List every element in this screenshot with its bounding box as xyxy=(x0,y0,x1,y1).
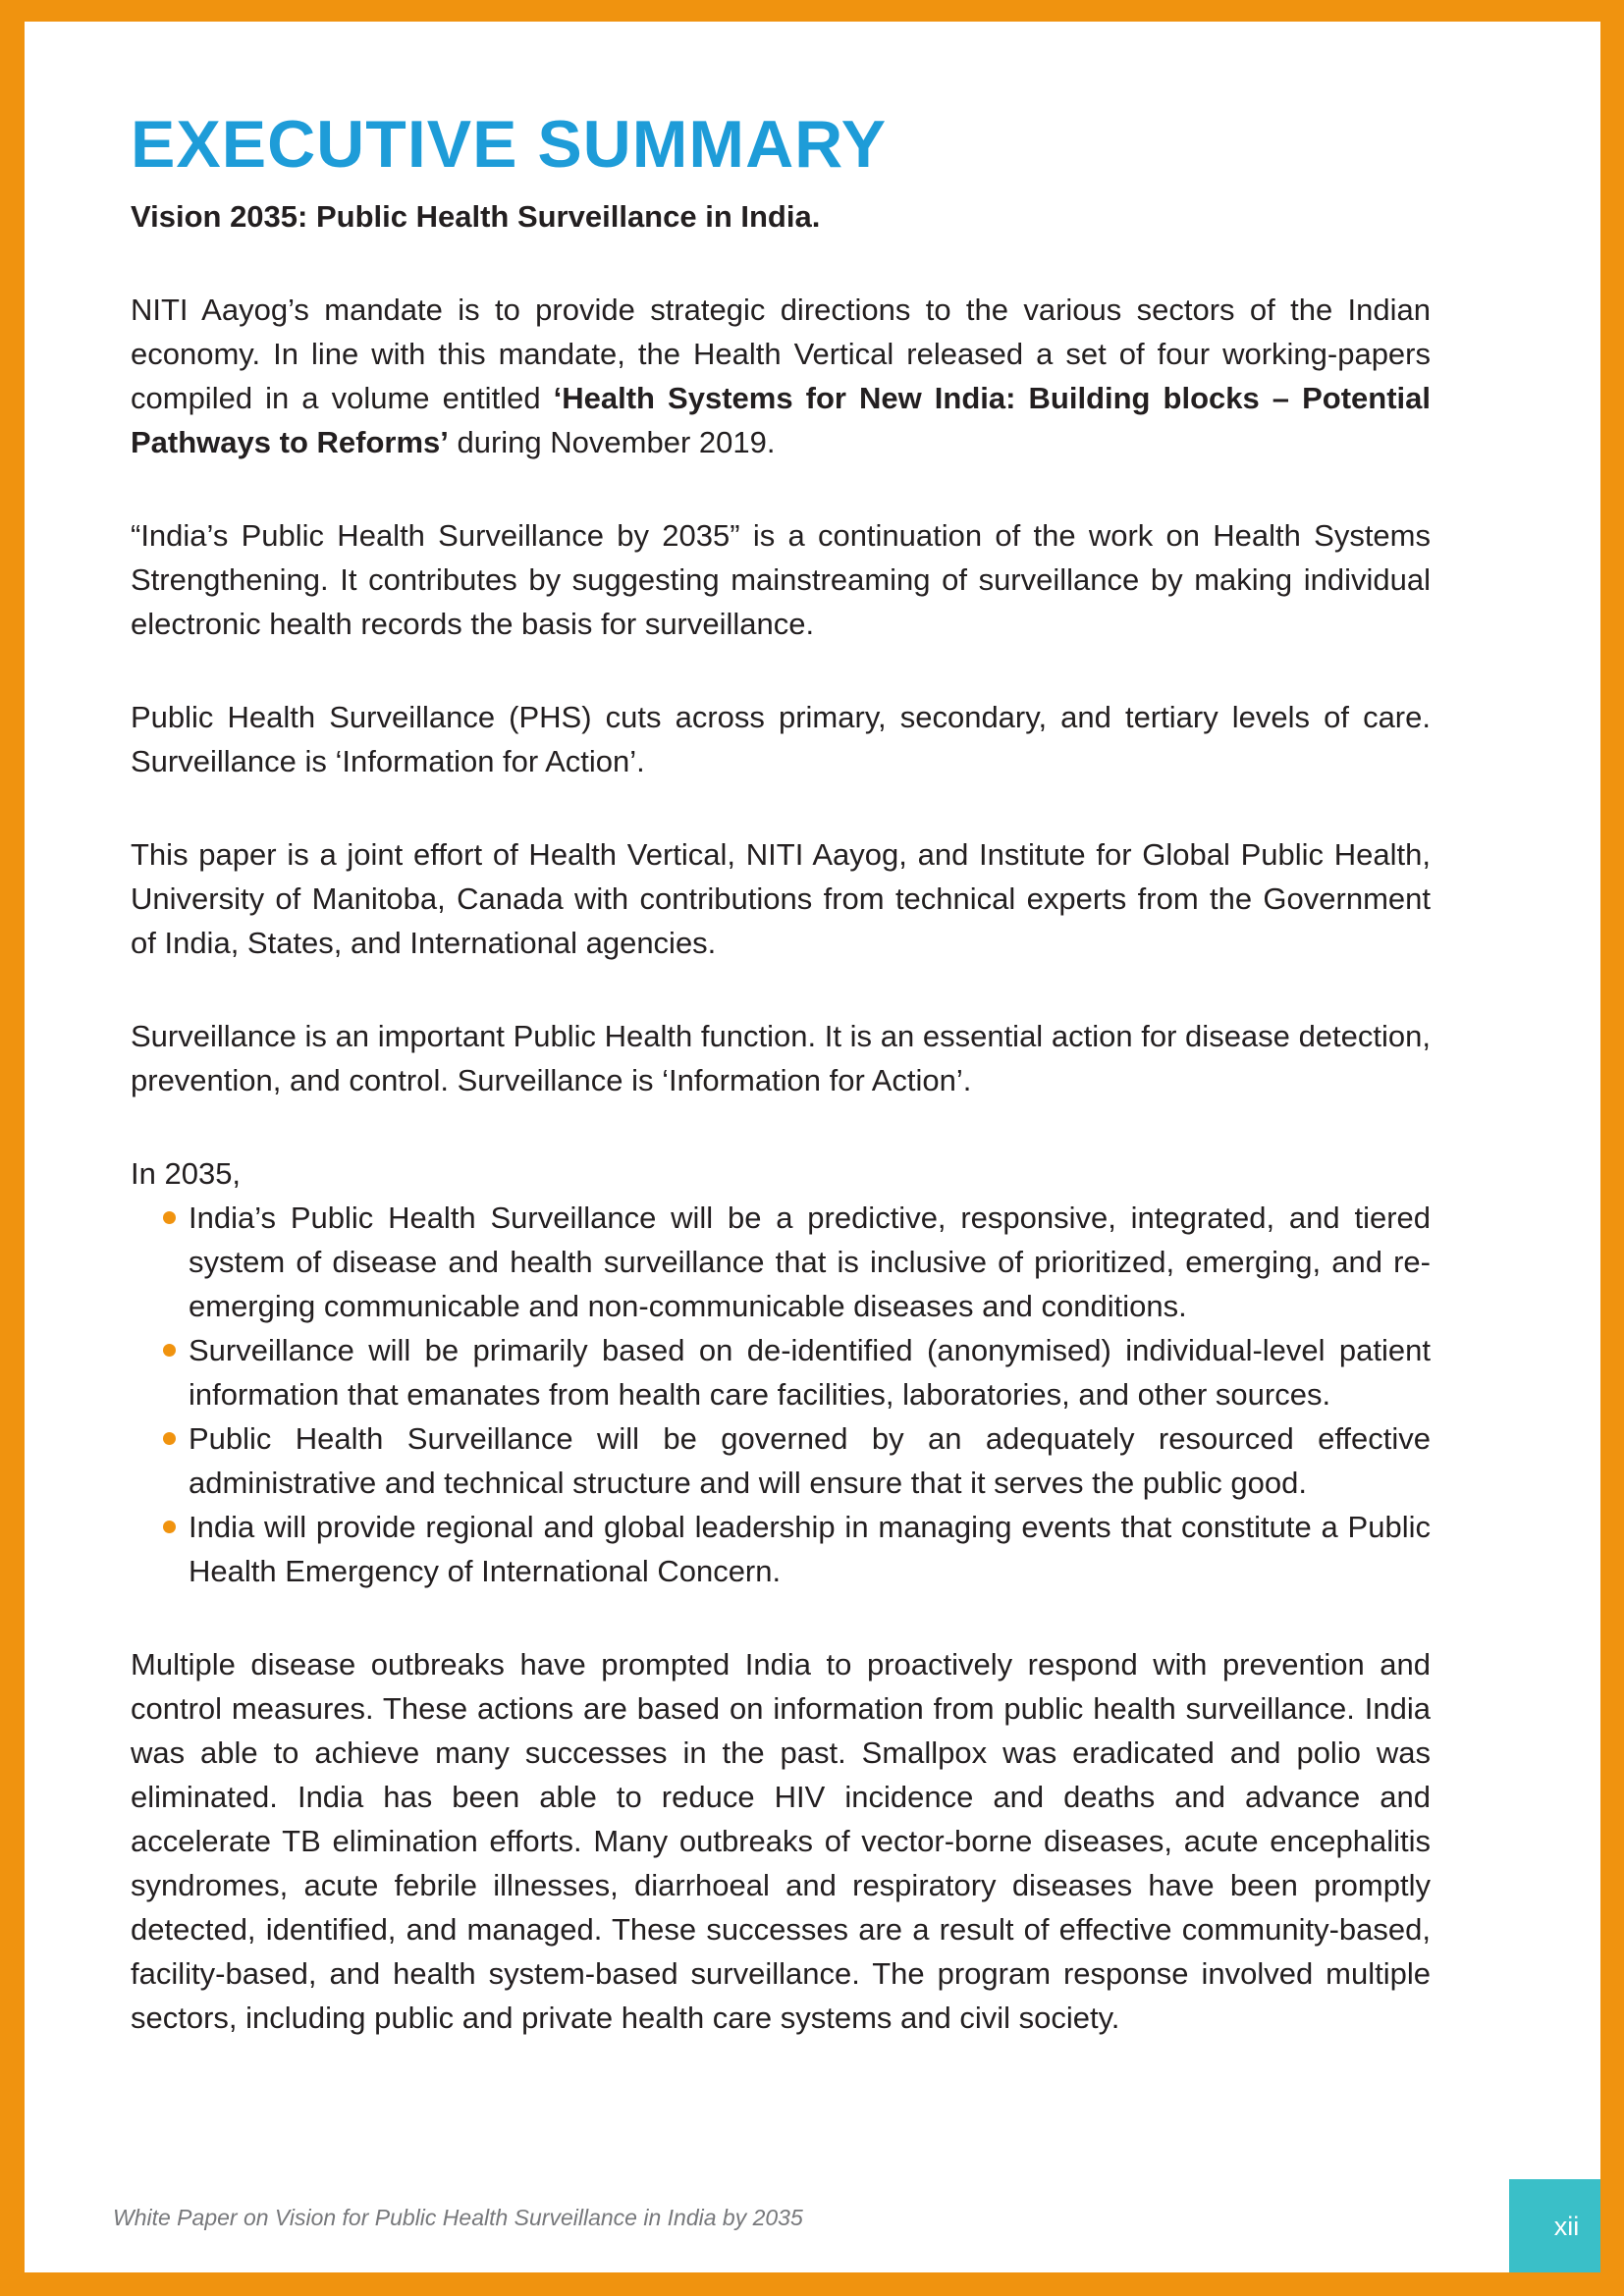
vision-bullet-list xyxy=(131,1196,1431,1593)
body-paragraph-5: Surveillance is an important Public Health function. It is an essential action for disease detection, prevention, and control. Surveillance is ‘Information for Action’. xyxy=(131,1019,1431,1097)
document-subtitle: Vision 2035: Public Health Surveillance in India. xyxy=(131,199,821,234)
body-paragraph-1 xyxy=(131,288,1431,464)
footer-running-title: White Paper on Vision for Public Health Surveillance in India by 2035 xyxy=(113,2205,803,2230)
bullet-dot-icon xyxy=(163,1432,176,1445)
paragraph-text: during November 2019. xyxy=(448,425,776,459)
bullet-dot-icon xyxy=(163,1521,176,1533)
list-intro: In 2035, xyxy=(131,1156,242,1191)
list-item xyxy=(131,1416,1431,1505)
page-number: xii xyxy=(1553,2212,1580,2241)
body-paragraph-4: This paper is a joint effort of Health Vertical, NITI Aayog, and Institute for Global Public Health, University of Manitoba, Canada with contributions from technical experts from the Government of India, States, and International agencies. xyxy=(131,837,1431,960)
bullet-dot-icon xyxy=(163,1344,176,1357)
page-number-badge xyxy=(1509,2179,1624,2296)
bullet-dot-icon xyxy=(163,1211,176,1224)
list-item xyxy=(131,1505,1431,1593)
paragraph-text: NITI Aayog’s mandate is to provide strategic directions to the various sectors of the Indian economy. In line with this mandate, the Health Vertical released a set of four working-papers compiled in a volume entitled xyxy=(131,293,1431,415)
bold-volume-title: ‘Health Systems for New India: Building blocks – Potential Pathways to Reforms’ xyxy=(131,381,1432,459)
body-paragraph-3: Public Health Surveillance (PHS) cuts across primary, secondary, and tertiary levels of care. Surveillance is ‘Information for Action’. xyxy=(131,700,1431,778)
list-item-text: India will provide regional and global leadership in managing events that constitute a Public Health Emergency of International Concern. xyxy=(189,1510,1431,1588)
list-item-text: India’s Public Health Surveillance will be a predictive, responsive, integrated, and tiered system of disease and health surveillance that is inclusive of prioritized, emerging, and re-emerging communicable and non-communicable diseases and conditions. xyxy=(189,1201,1431,1323)
body-paragraph-2: “India’s Public Health Surveillance by 2035” is a continuation of the work on Health Systems Strengthening. It contributes by suggesting mainstreaming of surveillance by making individual electronic health records the basis for surveillance. xyxy=(131,518,1431,641)
page-content xyxy=(25,22,1600,2040)
body-paragraph-6: Multiple disease outbreaks have prompted India to proactively respond with prevention and control measures. These actions are based on information from public health surveillance. India was able to achieve many successes in the past. Smallpox was eradicated and polio was eliminated. India has been able to reduce HIV incidence and deaths and advance and accelerate TB elimination efforts. Many outbreaks of vector-borne diseases, acute encephalitis syndromes, acute febrile illnesses, diarrhoeal and respiratory diseases have been promptly detected, identified, and managed. These successes are a result of effective community-based, facility-based, and health system-based surveillance. The program response involved multiple sectors, including public and private health care systems and civil society. xyxy=(131,1647,1431,2035)
list-item-text: Public Health Surveillance will be governed by an adequately resourced effective administrative and technical structure and will ensure that it serves the public good. xyxy=(189,1421,1431,1500)
list-item xyxy=(131,1328,1431,1416)
page-title: EXECUTIVE SUMMARY xyxy=(131,107,888,182)
list-item xyxy=(131,1196,1431,1328)
list-item-text: Surveillance will be primarily based on de-identified (anonymised) individual-level patient information that emanates from health care facilities, laboratories, and other sources. xyxy=(189,1333,1431,1412)
